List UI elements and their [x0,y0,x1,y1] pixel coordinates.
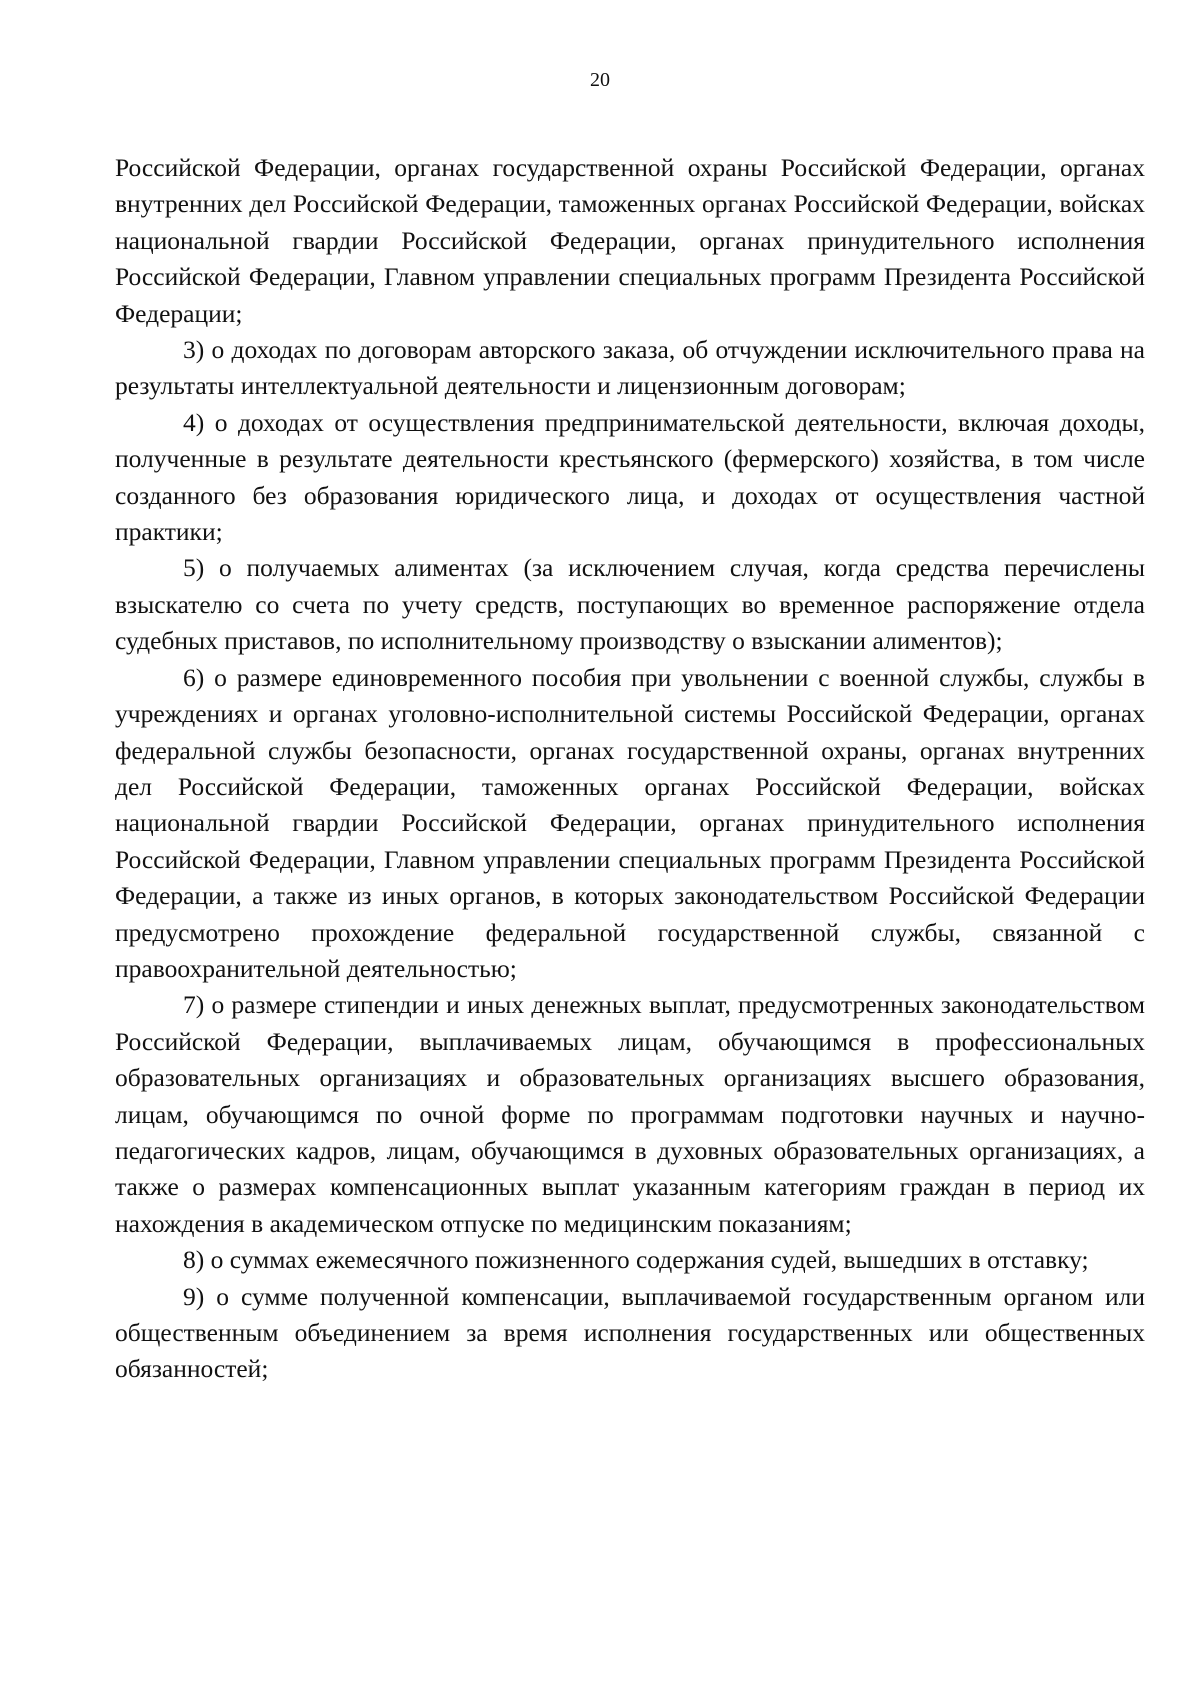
paragraph-item-3: 3) о доходах по договорам авторского заказа, об отчуждении исключительного права на результаты интеллектуальной деятельности и лицензионным договорам; [115,335,1145,401]
paragraph-item-4: 4) о доходах от осуществления предпринимательской деятельности, включая доходы, полученные в результате деятельности крестьянского (фермерского) хозяйства, в том числе созданного без образования юридического лица, и доходах от осуществления частной практики; [115,407,1145,547]
paragraph-item-9: 9) о сумме полученной компенсации, выплачиваемой государственным органом или общественным объединением за время исполнения государственных или общественных обязанностей; [115,1281,1145,1384]
paragraph-item-5: 5) о получаемых алиментах (за исключением случая, когда средства перечислены взыскателю со счета по учету средств, поступающих во временное распоряжение отдела судебных приставов, по исполнительному производству о взыскании алиментов); [115,553,1145,656]
document-body [115,150,1145,1388]
paragraph-item-7: 7) о размере стипендии и иных денежных выплат, предусмотренных законодательством Российской Федерации, выплачиваемых лицам, обучающимся в профессиональных образовательных организациях и образовательных организациях высшего образования, лицам, обучающимся по очной форме по программам подготовки научных и научно-педагогических кадров, лицам, обучающимся в духовных образовательных организациях, а также о размерах компенсационных выплат указанным категориям граждан в период их нахождения в академическом отпуске по медицинским показаниям; [115,990,1145,1238]
paragraph-item-6: 6) о размере единовременного пособия при увольнении с военной службы, службы в учреждениях и органах уголовно-исполнительной системы Российской Федерации, органах федеральной службы безопасности, органах государственной охраны, органах внутренних дел Российской Федерации, таможенных органах Российской Федерации, войсках национальной гвардии Российской Федерации, органах принудительного исполнения Российской Федерации, Главном управлении специальных программ Президента Российской Федерации, а также из иных органов, в которых законодательством Российской Федерации предусмотрено прохождение федеральной государственной службы, связанной с правоохранительной деятельностью; [115,662,1145,983]
page-number: 20 [590,69,610,91]
paragraph-item-8: 8) о суммах ежемесячного пожизненного содержания судей, вышедших в отставку; [183,1245,1089,1275]
paragraph-continuation: Российской Федерации, органах государственной охраны Российской Федерации, органах внутренних дел Российской Федерации, таможенных органах Российской Федерации, войсках национальной гвардии Российской Федерации, органах принудительного исполнения Российской Федерации, Главном управлении специальных программ Президента Российской Федерации; [115,153,1145,328]
